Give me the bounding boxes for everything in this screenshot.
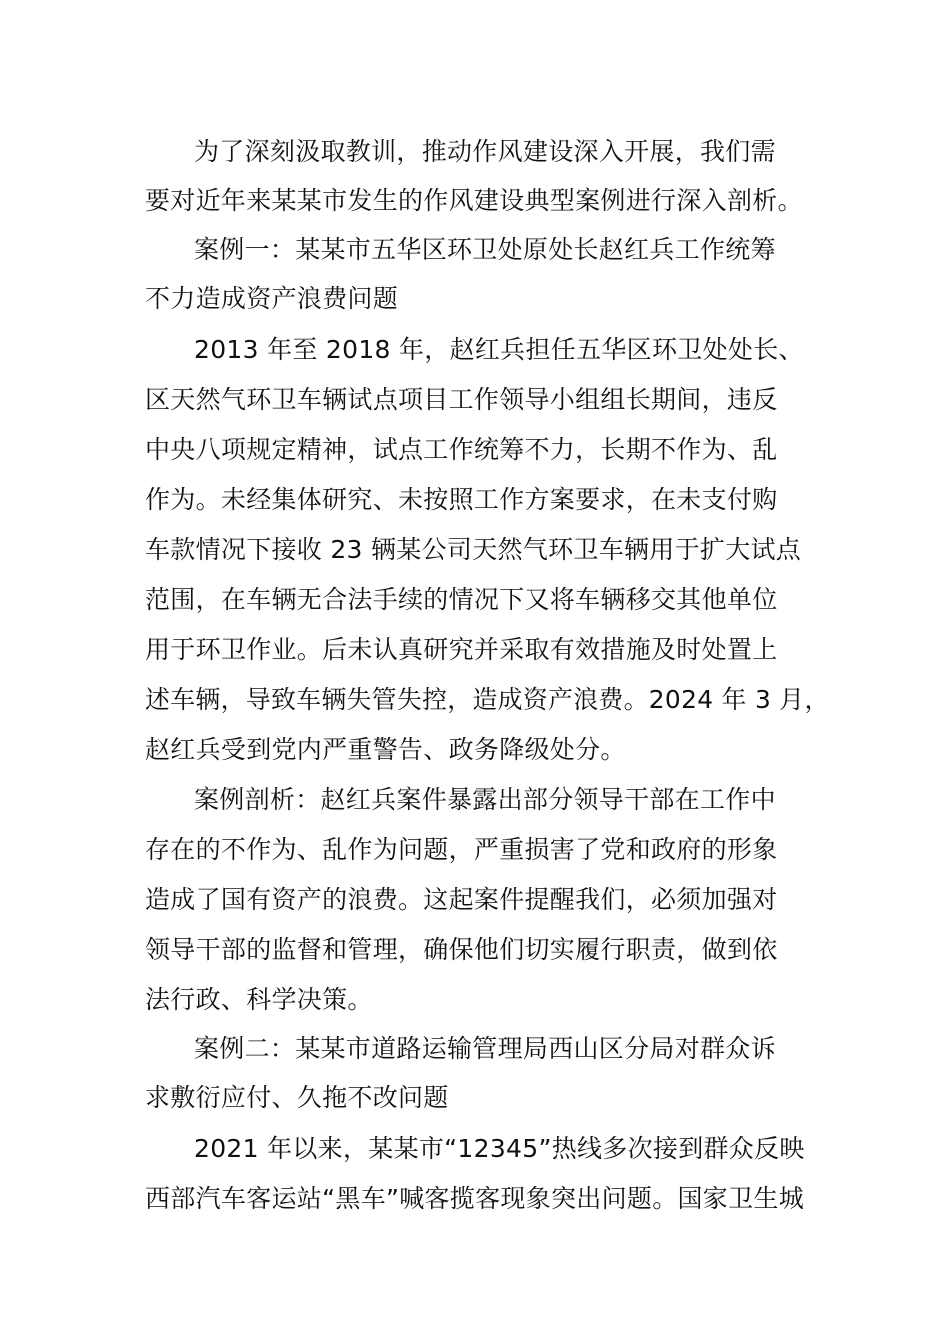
paragraph-line: 为了深刻汲取教训，推动作风建设深入开展，我们需: [194, 137, 776, 166]
paragraph-line: 2013 年至 2018 年，赵红兵担任五华区环卫处处长、: [194, 335, 804, 364]
paragraph-line: 范围，在车辆无合法手续的情况下又将车辆移交其他单位: [145, 585, 778, 614]
paragraph-line: 2021 年以来，某某市“12345”热线多次接到群众反映: [194, 1134, 805, 1163]
paragraph-line: 述车辆，导致车辆失管失控，造成资产浪费。2024 年 3 月，: [145, 685, 830, 714]
paragraph-line: 西部汽车客运站“黑车”喊客揽客现象突出问题。国家卫生城: [145, 1184, 805, 1213]
paragraph-line: 区天然气环卫车辆试点项目工作领导小组组长期间，违反: [145, 385, 778, 414]
analysis-line: 法行政、科学决策。: [145, 985, 373, 1014]
analysis-line: 案例剖析：赵红兵案件暴露出部分领导干部在工作中: [194, 785, 776, 814]
paragraph-line: 用于环卫作业。后未认真研究并采取有效措施及时处置上: [145, 635, 778, 664]
analysis-line: 领导干部的监督和管理，确保他们切实履行职责，做到依: [145, 935, 778, 964]
paragraph-line: 中央八项规定精神，试点工作统筹不力，长期不作为、乱: [145, 435, 778, 464]
analysis-line: 存在的不作为、乱作为问题，严重损害了党和政府的形象: [145, 835, 778, 864]
paragraph-line: 赵红兵受到党内严重警告、政务降级处分。: [145, 735, 626, 764]
case-heading-line: 不力造成资产浪费问题: [145, 284, 399, 313]
case-heading-line: 求敷衍应付、久拖不改问题: [145, 1083, 449, 1112]
analysis-line: 造成了国有资产的浪费。这起案件提醒我们，必须加强对: [145, 885, 778, 914]
case-heading-line: 案例一：某某市五华区环卫处原处长赵红兵工作统筹: [194, 235, 776, 264]
case-heading-line: 案例二：某某市道路运输管理局西山区分局对群众诉: [194, 1034, 776, 1063]
paragraph-line: 车款情况下接收 23 辆某公司天然气环卫车辆用于扩大试点: [145, 535, 802, 564]
paragraph-line: 要对近年来某某市发生的作风建设典型案例进行深入剖析。: [145, 186, 803, 215]
paragraph-line: 作为。未经集体研究、未按照工作方案要求，在未支付购: [145, 485, 778, 514]
